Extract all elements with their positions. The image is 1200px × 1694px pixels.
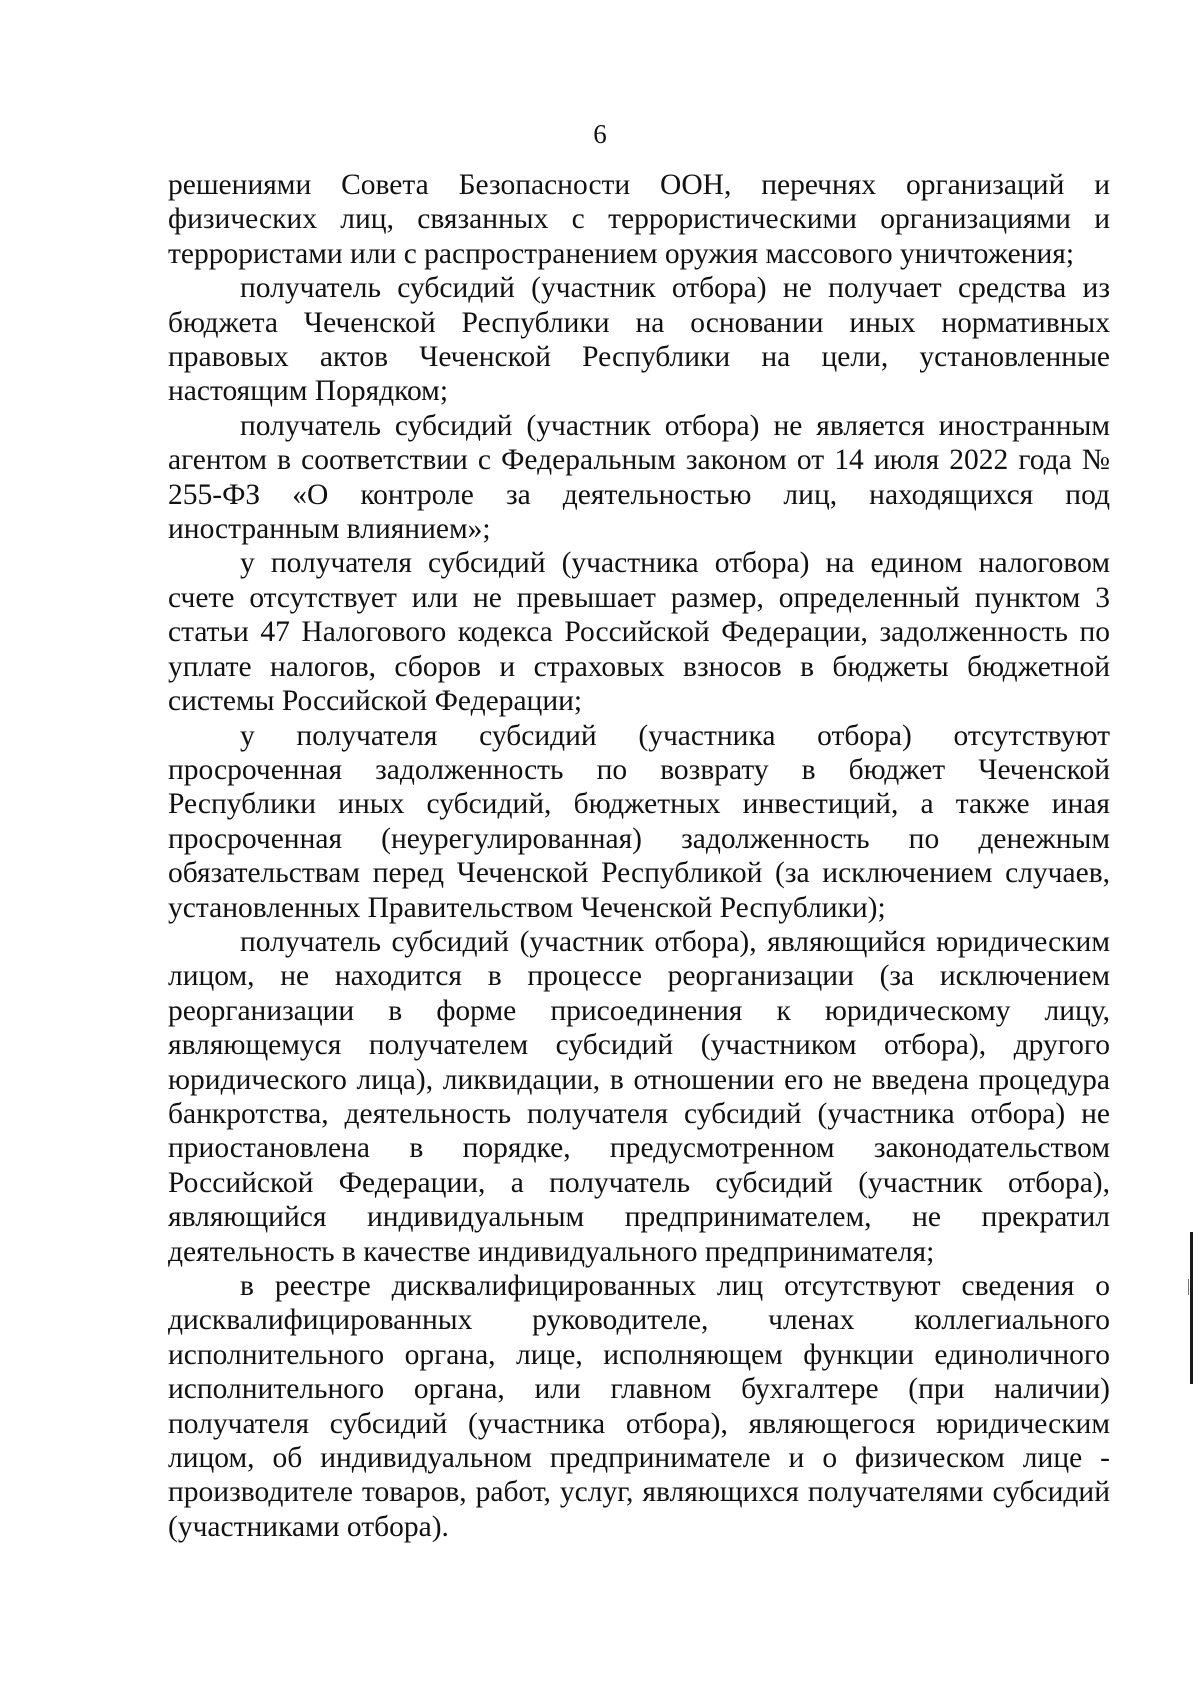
document-body [168,168,1110,1544]
paragraph-tax-debt: у получателя субсидий (участника отбора) на едином налоговом счете отсутствует или не превышает размер, определенный пунктом 3 статьи 47 Налогового кодекса Российской Федерации, задолженность по уплате налогов, сборов и страховых взносов в бюджеты бюджетной системы Российской Федерации; [168,547,1110,718]
paragraph-disqualified-registry: в реестре дисквалифицированных лиц отсутствуют сведения о дисквалифицированных руководителе, членах коллегиального исполнительного органа, лице, исполняющем функции единоличного исполнительного органа, или главном бухгалтере (при наличии) получателя субсидий (участника отбора), являющегося юридическим лицом, об индивидуальном предпринимателе и о физическом лице - производителе товаров, работ, услуг, являющихся получателями субсидий (участниками отбора). [168,1270,1110,1543]
scan-edge-mark-small [1188,1279,1189,1295]
paragraph-no-budget-funds: получатель субсидий (участник отбора) не получает средства из бюджета Чеченской Республики на основании иных нормативных правовых актов Чеченской Республики на цели, установленные настоящим Порядком; [168,272,1110,408]
paragraph-reorganization: получатель субсидий (участник отбора), являющийся юридическим лицом, не находится в процессе реорганизации (за исключением реорганизации в форме присоединения к юридическому лицу, являющемуся получателем субсидий (участником отбора), другого юридического лица), ликвидации, в отношении его не введена процедура банкротства, деятельность получателя субсидий (участника отбора) не приостановлена в порядке, предусмотренном законодательством Российской Федерации, а получатель субсидий (участник отбора), являющийся индивидуальным предпринимателем, не прекратил деятельность в качестве индивидуального предпринимателя; [168,925,1110,1268]
paragraph-foreign-agent: получатель субсидий (участник отбора) не является иностранным агентом в соответствии с Федеральным законом от 14 июля 2022 года № 255-ФЗ «О контроле за деятельностью лиц, находящихся под иностранным влиянием»; [168,409,1110,546]
paragraph-overdue-debt: у получателя субсидий (участника отбора) отсутствуют просроченная задолженность по возврату в бюджет Чеченской Республики иных субсидий, бюджетных инвестиций, а также иная просроченная (неурегулированная) задолженность по денежным обязательствам перед Чеченской Республикой (за исключением случаев, установленных Правительством Чеченской Республики); [168,719,1110,924]
page-number: 6 [593,119,607,149]
paragraph-continuation: решениями Совета Безопасности ООН, перечнях организаций и физических лиц, связанных с террористическими организациями и террористами или с распространением оружия массового уничтожения; [168,169,1110,270]
scan-edge-mark [1190,1232,1193,1384]
